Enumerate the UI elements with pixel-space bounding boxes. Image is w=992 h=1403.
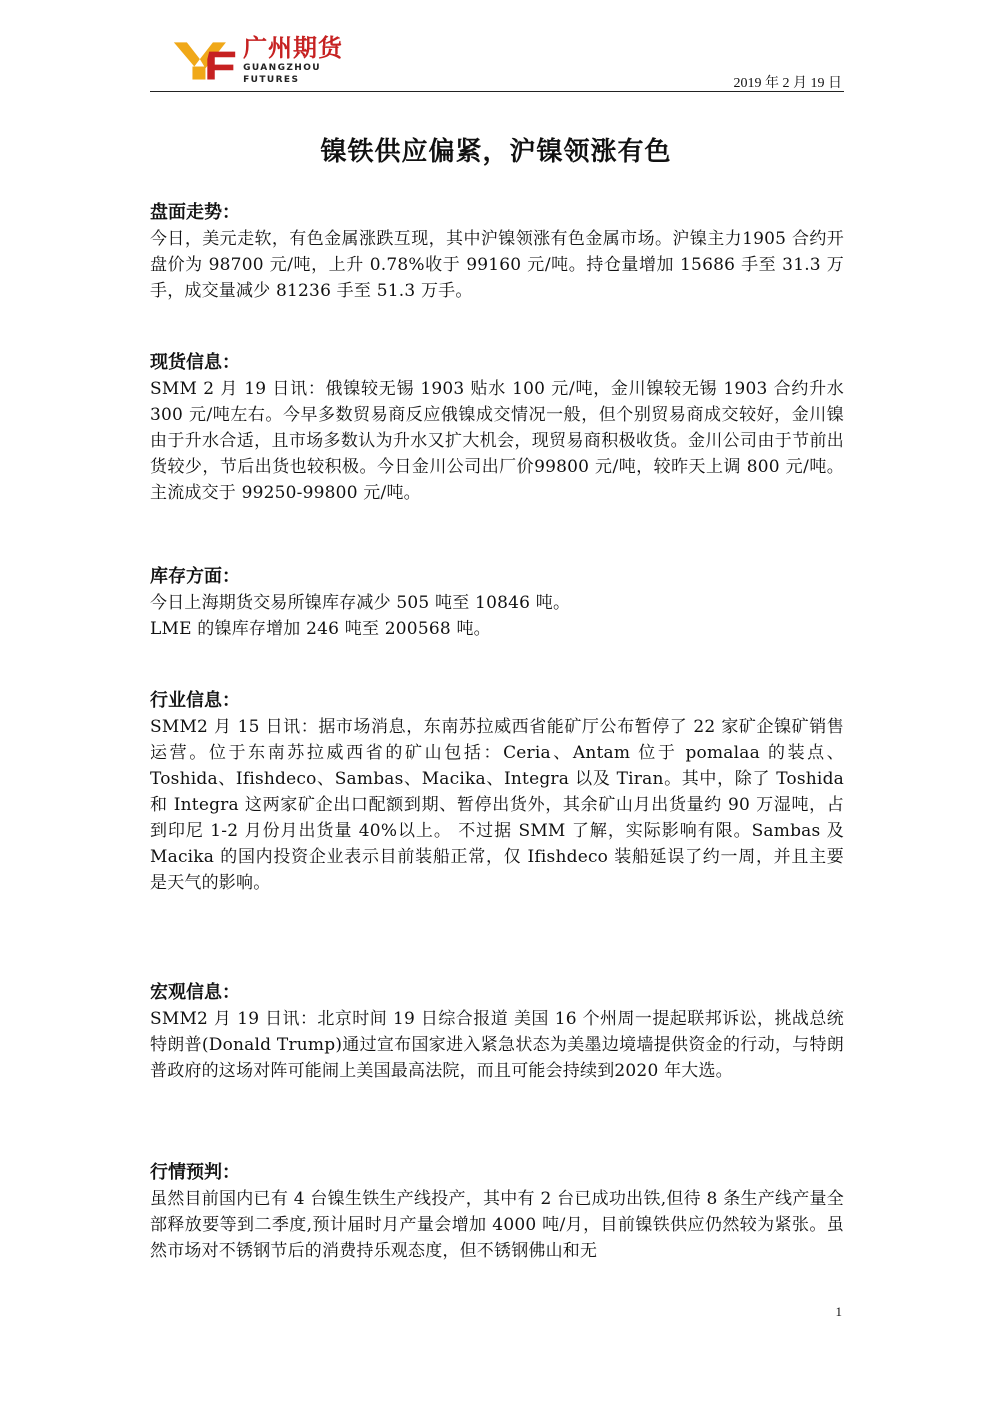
logo-chinese-name: 广州期货 (243, 33, 344, 62)
section-industry-info (150, 688, 844, 896)
section-heading: 宏观信息： (150, 982, 240, 1003)
section-heading: 库存方面： (150, 566, 240, 587)
header-divider (150, 91, 844, 92)
section-market-trend (150, 200, 844, 304)
section-macro-info (150, 980, 844, 1084)
section-paragraph: SMM 2 月 19 日讯：俄镍较无锡 1903 贴水 100 元/吨，金川镍较无锡 1903 合约升水 300 元/吨左右。今早多数贸易商反应俄镍成交情况一般，但个别贸易商成交较好，金川镍由于升水合适，且市场多数认为升水又扩大机会，现贸易商积极收货。金川公司由于节前出货较少，节后出货也较积极。今日金川公司出厂价99800 元/吨，较昨天上调 800 元/吨。主流成交于 99250-99800 元/吨。 (150, 379, 844, 503)
logo-english-name: GUANGZHOU FUTURES (243, 62, 321, 85)
report-date: 2019 年 2 月 19 日 (733, 76, 842, 91)
company-logo (172, 33, 372, 85)
section-heading: 盘面走势： (150, 202, 240, 223)
section-heading: 行情预判： (150, 1162, 240, 1183)
section-paragraph: 今日上海期货交易所镍库存减少 505 吨至 10846 吨。 (150, 593, 571, 613)
section-paragraph: SMM2 月 19 日讯：北京时间 19 日综合报道 美国 16 个州周一提起联邦诉讼，挑战总统特朗普(Donald Trump)通过宣布国家进入紧急状态为美墨边境墙提供资金的行动，与特朗普政府的这场对阵可能闹上美国最高法院，而且可能会持续到2020 年大选。 (150, 1009, 844, 1081)
logo-mark-icon (172, 37, 237, 83)
section-outlook (150, 1160, 844, 1264)
page-number: 1 (835, 1304, 842, 1319)
section-heading: 行业信息： (150, 690, 240, 711)
section-paragraph: 虽然目前国内已有 4 台镍生铁生产线投产，其中有 2 台已成功出铁,但待 8 条生产线产量全部释放要等到二季度,预计届时月产量会增加 4000 吨/月，目前镍铁供应仍然较为紧张。虽然市场对不锈钢节后的消费持乐观态度，但不锈钢佛山和无 (150, 1189, 844, 1261)
section-heading: 现货信息： (150, 352, 240, 373)
section-paragraph: LME 的镍库存增加 246 吨至 200568 吨。 (150, 619, 491, 639)
section-paragraph: 今日，美元走软，有色金属涨跌互现，其中沪镍领涨有色金属市场。沪镍主力1905 合约开盘价为 98700 元/吨，上升 0.78%收于 99160 元/吨。持仓量增加 15686 手至 31.3 万手，成交量减少 81236 手至 51.3 万手。 (150, 229, 844, 301)
section-inventory (150, 564, 844, 642)
document-title: 镍铁供应偏紧，沪镍领涨有色 (320, 137, 672, 167)
section-spot-info (150, 350, 844, 506)
section-paragraph: SMM2 月 15 日讯：据市场消息，东南苏拉威西省能矿厅公布暂停了 22 家矿企镍矿销售运营。位于东南苏拉威西省的矿山包括：Ceria、Antam 位于 pomalaa 的装点、Toshida、Ifishdeco、Sambas、Macika、Integra 以及 Tiran。其中，除了 Toshida 和 Integra 这两家矿企出口配额到期、暂停出货外，其余矿山月出货量约 90 万湿吨，占到印尼 1-2 月份月出货量 40%以上。 不过据 SMM 了解，实际影响有限。Sambas 及 Macika 的国内投资企业表示目前装船正常，仅 Ifishdeco 装船延误了约一周，并且主要是天气的影响。 (150, 717, 844, 893)
